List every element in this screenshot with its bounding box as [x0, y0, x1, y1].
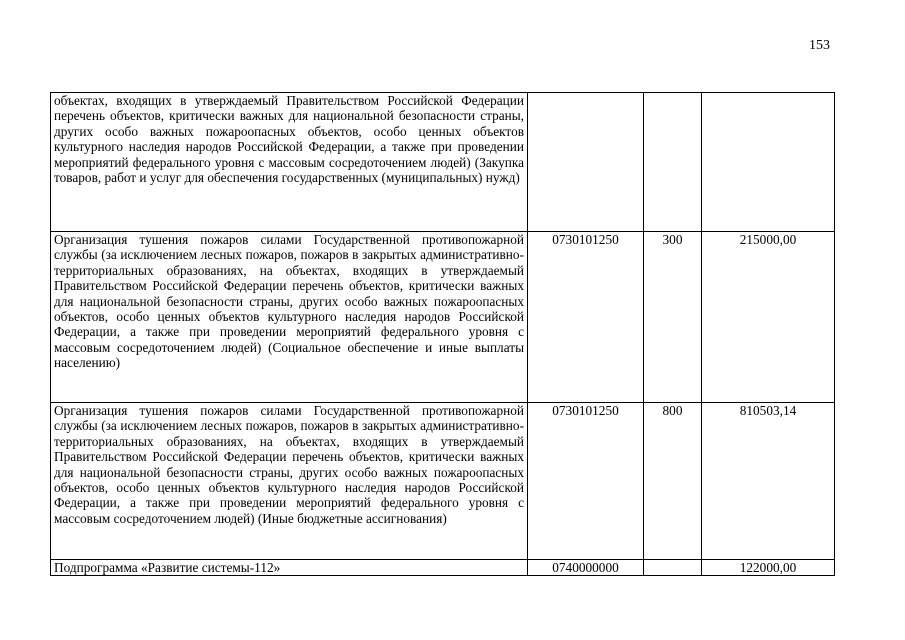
- row-sum-cell: [702, 93, 835, 232]
- row-code-cell: 0730101250: [528, 403, 644, 560]
- row-name-cell: Подпрограмма «Развитие системы-112»: [51, 560, 528, 576]
- row-type-cell: 300: [644, 232, 702, 403]
- table-row: [51, 403, 835, 560]
- row-code-cell: 0740000000: [528, 560, 644, 576]
- row-name-cell: объектах, входящих в утверждаемый Правительством Российской Федерации перечень объектов, критически важных для национальной безопасности страны, других особо важных пожароопасных объектов, особо ценных объектов культурного наследия народов Российской Федерации, а также при проведении мероприятий федерального уровня с массовым сосредоточением людей) (Закупка товаров, работ и услуг для обеспечения государственных (муниципальных) нужд): [51, 93, 528, 232]
- page-number: 153: [809, 38, 830, 53]
- row-type-cell: [644, 93, 702, 232]
- row-name-cell: Организация тушения пожаров силами Государственной противопожарной службы (за исключением лесных пожаров, пожаров в закрытых административно-территориальных образованиях, на объектах, входящих в утверждаемый Правительством Российской Федерации перечень объектов, критически важных для национальной безопасности страны, других особо важных пожароопасных объектов, особо ценных объектов культурного наследия народов Российской Федерации, а также при проведении мероприятий федерального уровня с массовым сосредоточением людей) (Иные бюджетные ассигнования): [51, 403, 528, 560]
- row-name-cell: Организация тушения пожаров силами Государственной противопожарной службы (за исключением лесных пожаров, пожаров в закрытых административно-территориальных образованиях, на объектах, входящих в утверждаемый Правительством Российской Федерации перечень объектов, критически важных для национальной безопасности страны, других особо важных пожароопасных объектов, особо ценных объектов культурного наследия народов Российской Федерации, а также при проведении мероприятий федерального уровня с массовым сосредоточением людей) (Социальное обеспечение и иные выплаты населению): [51, 232, 528, 403]
- table-row: [51, 232, 835, 403]
- row-sum-cell: 810503,14: [702, 403, 835, 560]
- row-sum-cell: 122000,00: [702, 560, 835, 576]
- row-sum-cell: 215000,00: [702, 232, 835, 403]
- row-code-cell: 0730101250: [528, 232, 644, 403]
- row-type-cell: 800: [644, 403, 702, 560]
- budget-table: [50, 92, 835, 576]
- row-type-cell: [644, 560, 702, 576]
- table-row: [51, 560, 835, 576]
- table-row: [51, 93, 835, 232]
- row-code-cell: [528, 93, 644, 232]
